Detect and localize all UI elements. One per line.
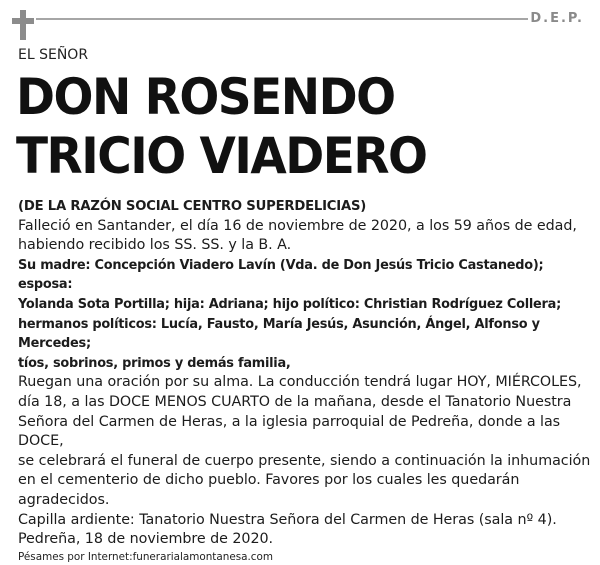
- body-line-2: día 18, a las DOCE MENOS CUARTO de la mañana, desde el Tanatorio Nuestra: [18, 393, 572, 410]
- name-line-1: DON ROSENDO: [16, 68, 395, 126]
- notice-header: [0, 0, 600, 40]
- family-line-4: tíos, sobrinos, primos y demás familia,: [18, 355, 291, 371]
- dep-label: D.E.P.: [530, 11, 584, 26]
- condolences-footer: Pésames por Internet:funerarialamontanesa.com: [18, 550, 273, 563]
- name-line-2: TRICIO VIADERO: [16, 127, 427, 185]
- subtitle: (DE LA RAZÓN SOCIAL CENTRO SUPERDELICIAS): [18, 199, 367, 214]
- family-line-1: Su madre: Concepción Viadero Lavín (Vda. de Don Jesús Tricio Castanedo); esposa:: [18, 257, 544, 293]
- body-line-7: Pedreña, 18 de noviembre de 2020.: [18, 531, 274, 548]
- death-line-1: Falleció en Santander, el día 16 de noviembre de 2020, a los 59 años de edad,: [18, 217, 577, 234]
- death-line-2: habiendo recibido los SS. SS. y la B. A.: [18, 237, 292, 254]
- notice-body: [18, 197, 593, 565]
- cross-icon: [12, 10, 34, 40]
- body-line-6: Capilla ardiente: Tanatorio Nuestra Señora del Carmen de Heras (sala nº 4).: [18, 511, 557, 528]
- body-line-1: Ruegan una oración por su alma. La conducción tendrá lugar HOY, MIÉRCOLES,: [18, 374, 582, 391]
- family-line-3: hermanos políticos: Lucía, Fausto, María Jesús, Asunción, Ángel, Alfonso y Mercedes;: [18, 316, 540, 352]
- body-line-3: Señora del Carmen de Heras, a la iglesia parroquial de Pedreña, donde a las DOCE,: [18, 413, 561, 450]
- body-line-5: en el cementerio de dicho pueblo. Favores por los cuales les quedarán agradecidos.: [18, 472, 520, 508]
- header-rule: [36, 18, 528, 20]
- title-prefix: EL SEÑOR: [18, 47, 89, 63]
- deceased-name: [16, 68, 561, 186]
- family-line-2: Yolanda Sota Portilla; hija: Adriana; hijo político: Christian Rodríguez Collera;: [18, 296, 561, 312]
- body-line-4: se celebrará el funeral de cuerpo presente, siendo a continuación la inhumación: [18, 452, 591, 469]
